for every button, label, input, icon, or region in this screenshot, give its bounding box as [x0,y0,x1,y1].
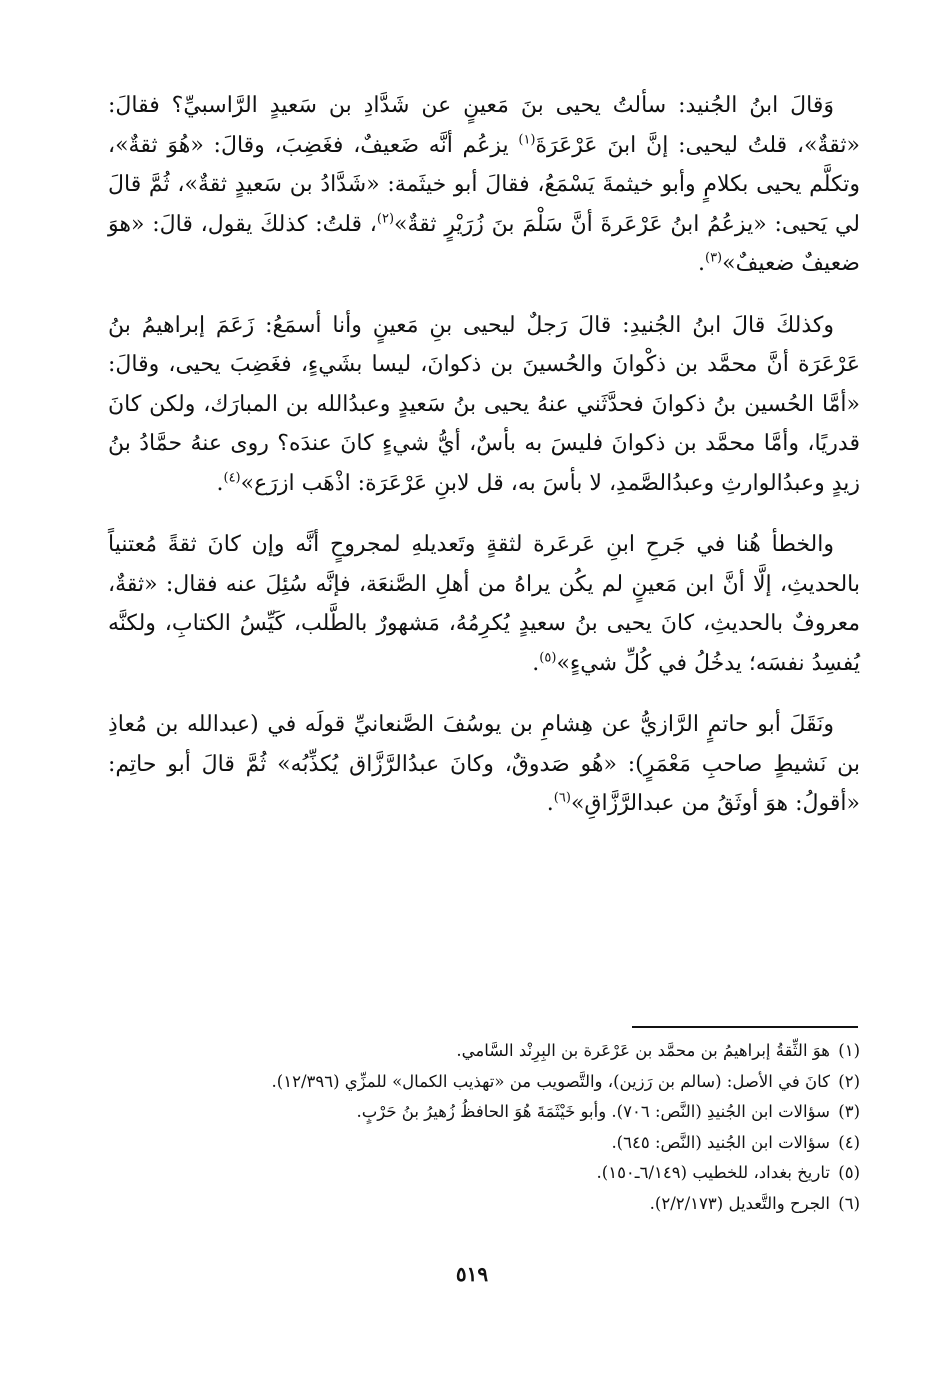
paragraph-4 [108,705,860,824]
footnote-text: الجرح والتَّعديل (٢/٢/١٧٣). [649,1193,830,1213]
footnote-4 [280,1128,860,1159]
paragraph-2-end: . [216,470,224,496]
paragraph-1-text-a: وَقالَ ابنُ الجُنيد: سألتُ يحيى بنَ مَعينٍ عن شَدَّادِ بن سَعيدٍ الرَّاسبيِّ؟ فقالَ: «ثقةٌ»، قلتُ ليحيى: إنَّ ابنَ عَرْعَرَةَ [108,93,860,158]
footnote-5 [280,1158,860,1189]
footnote-6 [280,1189,860,1220]
paragraph-3-end: . [532,650,540,676]
footnote-text: سؤالات ابن الجُنيد (النَّص: ٦٤٥). [611,1132,830,1152]
footnote-number: (٤) [838,1132,860,1152]
main-text [108,86,860,846]
footnote-1 [280,1036,860,1067]
footnote-divider [632,1026,858,1028]
footnote-number: (٣) [838,1102,860,1121]
paragraph-4-end: . [546,791,554,816]
footnote-ref-4: (٤) [223,470,241,486]
footnote-text: تاريخ بغداد، للخطيب (٦/١٤٩ـ١٥٠). [596,1163,830,1182]
paragraph-1-text-b: يزعُم أنَّه ضَعيفٌ، فغَضِبَ، وقالَ: «هُوَ ثقةٌ»، وتكلَّم يحيى بكلامٍ وأبو خيثمةَ يَسْمَعُ، فقالَ أبو خيثَمة: «شَدَّادُ بن سَعيدٍ ثقةٌ»، ثُمَّ قالَ لي يَحيى: «يزعُمُ ابنُ عَرْعَرةَ أنَّ سَلْمَ بنَ زُرَيْرٍ ثقةٌ» [108,132,860,237]
footnote-text: كانَ في الأصل: (سالم بن رَزين)، والتَّصويب من «تهذيب الكمال» للمزِّي (١٢/٣٩٦). [271,1071,830,1091]
paragraph-4-text: ونَقَلَ أبو حاتمٍ الرَّازيُّ عن هِشامِ بن يوسُفَ الصَّنعانيِّ قولَه في (عبدالله بن مُعاذِ بن نَشيطٍ صاحبِ مَعْمَرٍ): «هُو صَدوقٌ، وكانَ عبدُالرَّزَّاق يُكذِّبُه» ثُمَّ قالَ أبو حاتِم: «أقولُ: هوَ أوثَقُ من عبدالرَّزَّاقِ» [108,712,860,816]
footnote-ref-1: (١) [518,132,536,148]
footnote-number: (١) [838,1041,860,1060]
footnote-2 [271,1067,860,1098]
footnote-text: سؤالات ابن الجُنيدِ (النَّص: ٧٠٦). وأبو خَيْثَمَةَ هُوَ الحافظُ زُهيرُ بنُ حَرْبٍ. [356,1102,830,1121]
footnote-ref-3: (٣) [704,250,723,266]
paragraph-3 [108,525,860,683]
paragraph-2 [108,306,860,504]
footnote-3 [280,1097,860,1128]
footnote-number: (٢) [838,1071,860,1091]
page-number: ٥١٩ [455,1262,489,1286]
footnote-number: (٦) [838,1193,860,1213]
paragraph-1-end: . [697,251,705,276]
footnote-number: (٥) [838,1163,860,1182]
footnote-text: هوَ الثِّقةُ إبراهيمُ بن محمَّد بن عَرْعَرة بن البِرِنْد السَّامي. [456,1041,830,1060]
footnotes [271,1036,860,1219]
paragraph-2-text: وكذلكَ قالَ ابنُ الجُنيدِ: قالَ رَجلٌ ليحيى بنِ مَعينٍ وأنا أسمَعُ: زَعَمَ إبراهيمُ بنُ عَرْعَرَة أنَّ محمَّد بن ذكْوانَ والحُسينَ بن ذكوانَ، ليسا بشَيءٍ، فغَضِبَ يحيى، وقالَ: «أمَّا الحُسين بنُ ذكوانَ فحدَّثَني عنهُ يحيى بنُ سَعيدٍ وعبدُالله بن المبارَك، ولكن كانَ قدريًا، وأمَّا محمَّد بن ذكوانَ فليسَ به بأسٌ، أيُّ شيءٍ كانَ عندَه؟ روى عنهُ حمَّادُ بنُ زيدٍ وعبدُالوارثِ وعبدُالصَّمدِ، لا بأسَ به، قل لابنِ عَرْعَرَة: اذْهَب ازرَع» [108,312,860,496]
paragraph-1-text-c: ، قلتُ: كذلكَ يقول، قالَ: «هوَ ضعيفٌ ضعيفٌ» [108,211,860,276]
footnote-ref-6: (٦) [553,790,571,806]
footnote-ref-5: (٥) [539,650,557,666]
footnote-ref-2: (٢) [376,211,395,227]
paragraph-3-text: والخطأ هُنا في جَرحِ ابنِ عَرعَرة لثقةٍ وتَعديلهِ لمجروحٍ أنَّه وإن كانَ ثقةً مُعتنياً بالحديثِ، إلَّا أنَّ ابن مَعينٍ لم يكُن يراهُ من أهلِ الصَّنعَة، فإنَّه سُئِلَ عنه فقال: «ثقةٌ، معروفٌ بالحديثِ، كانَ يحيى بنُ سعيدٍ يُكرِمُهُ، مَشهورٌ بالطَّلب، كَيِّسُ الكتابِ، ولكنَّه يُفسِدُ نفسَه؛ يدخُلُ في كُلِّ شيءٍ» [108,532,860,676]
paragraph-1 [108,86,860,284]
